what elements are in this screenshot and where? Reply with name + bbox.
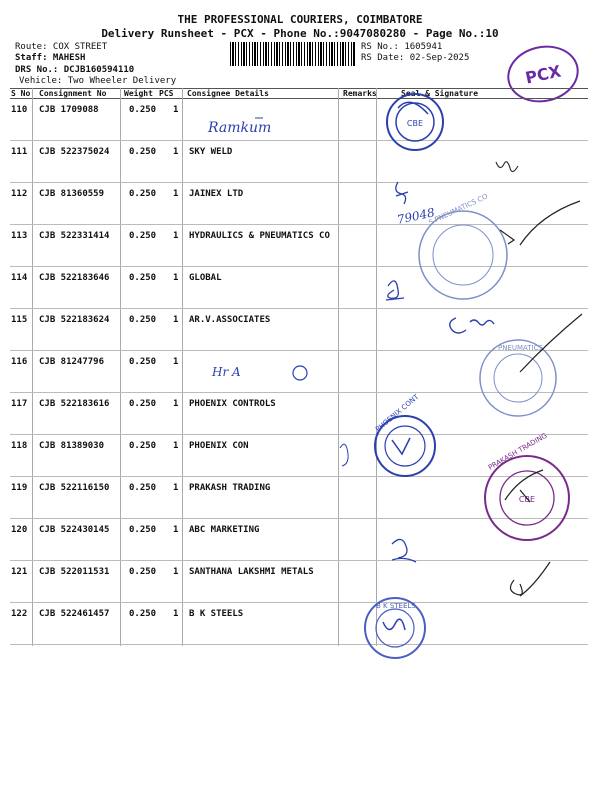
signature-mark (510, 562, 550, 596)
col-header-consignment: Consignment No (39, 89, 107, 98)
row-consignee: HYDRAULICS & PNEUMATICS CO (189, 231, 330, 241)
handwritten-note: Hr A (212, 365, 241, 379)
company-seal (387, 94, 443, 150)
row-pcs: 1 (173, 231, 179, 241)
row-pcs: 1 (173, 567, 179, 577)
svg-text:PHOENIX CONT: PHOENIX CONT (374, 392, 421, 434)
row-sno: 121 (11, 567, 28, 577)
row-sno: 119 (11, 483, 28, 493)
row-sno: 117 (11, 399, 28, 409)
row-consignee: PHOENIX CON (189, 441, 249, 451)
signature-mark (392, 539, 416, 562)
pcx-stamp: PCX (502, 39, 584, 109)
row-pcs: 1 (173, 357, 179, 367)
svg-text:B K STEELS: B K STEELS (376, 602, 416, 610)
route-label: Route: COX STREET (15, 42, 108, 52)
row-weight: 0.250 (129, 483, 157, 493)
row-weight: 0.250 (129, 273, 157, 283)
row-consignment-no: CJB 522331414 (39, 231, 110, 241)
row-consignee: JAINEX LTD (189, 189, 244, 199)
signature-mark (520, 201, 580, 245)
svg-text:PRAKASH TRADING: PRAKASH TRADING (487, 431, 549, 472)
handwritten-name: Ramkum (208, 120, 272, 136)
row-consignee: SANTHANA LAKSHMI METALS (189, 567, 314, 577)
row-sno: 113 (11, 231, 28, 241)
row-weight: 0.250 (129, 357, 157, 367)
row-sno: 118 (11, 441, 28, 451)
row-weight: 0.250 (129, 441, 157, 451)
handwritten-phone: 79048 (395, 205, 436, 227)
row-pcs: 1 (173, 609, 179, 619)
col-header-pcs: PCS (159, 89, 174, 98)
row-consignment-no: CJB 522183624 (39, 315, 110, 325)
row-pcs: 1 (173, 273, 179, 283)
handwritten-mark (293, 366, 307, 380)
rs-number: RS No.: 1605941 (361, 42, 443, 52)
row-consignment-no: CJB 522430145 (39, 525, 110, 535)
staff-label: Staff: MAHESH (15, 53, 86, 63)
row-pcs: 1 (173, 483, 179, 493)
row-consignment-no: CJB 81360559 (39, 189, 105, 199)
row-sno: 114 (11, 273, 28, 283)
row-consignment-no: CJB 1709088 (39, 105, 99, 115)
row-weight: 0.250 (129, 567, 157, 577)
row-weight: 0.250 (129, 189, 157, 199)
row-sno: 120 (11, 525, 28, 535)
row-consignee: B K STEELS (189, 609, 244, 619)
signature-mark (450, 318, 494, 333)
signature-mark (340, 444, 348, 466)
signature-mark (496, 162, 518, 172)
company-title: THE PROFESSIONAL COURIERS, COIMBATORE (177, 13, 423, 26)
row-consignee: AR.V.ASSOCIATES (189, 315, 271, 325)
row-pcs: 1 (173, 399, 179, 409)
row-weight: 0.250 (129, 525, 157, 535)
row-consignment-no: CJB 522011531 (39, 567, 110, 577)
row-consignment-no: CJB 522461457 (39, 609, 110, 619)
row-consignee: GLOBAL (189, 273, 222, 283)
row-weight: 0.250 (129, 315, 157, 325)
svg-text:S PNEUMATICS CO: S PNEUMATICS CO (427, 192, 490, 227)
vehicle-label: Vehicle: Two Wheeler Delivery (19, 76, 177, 86)
row-consignment-no: CJB 81389030 (39, 441, 105, 451)
rs-date: RS Date: 02-Sep-2025 (361, 53, 470, 63)
row-consignee: PHOENIX CONTROLS (189, 399, 276, 409)
svg-text:CBE: CBE (518, 495, 536, 504)
svg-text:PNEUMATICS: PNEUMATICS (498, 344, 543, 352)
col-header-seal-signature: Seal & Signature (401, 89, 479, 98)
col-header-sno: S No (11, 89, 31, 98)
row-consignee: PRAKASH TRADING (189, 483, 271, 493)
row-sno: 110 (11, 105, 28, 115)
bk-steels-seal (365, 598, 425, 658)
svg-text:CBE: CBE (406, 119, 424, 128)
row-pcs: 1 (173, 189, 179, 199)
runsheet-subtitle: Delivery Runsheet - PCX - Phone No.:9047080280 - Page No.:10 (101, 27, 499, 40)
row-sno: 112 (11, 189, 28, 199)
row-sno: 115 (11, 315, 28, 325)
row-weight: 0.250 (129, 231, 157, 241)
phoenix-seal (374, 392, 435, 476)
row-pcs: 1 (173, 105, 179, 115)
row-consignment-no: CJB 81247796 (39, 357, 105, 367)
row-consignment-no: CJB 522375024 (39, 147, 110, 157)
row-weight: 0.250 (129, 609, 157, 619)
signature-mark (396, 182, 408, 204)
row-consignment-no: CJB 522116150 (39, 483, 110, 493)
row-pcs: 1 (173, 315, 179, 325)
drs-number: DRS No.: DCJB160594110 (15, 65, 135, 75)
row-pcs: 1 (173, 147, 179, 157)
col-header-weight: Weight (124, 89, 153, 98)
row-weight: 0.250 (129, 399, 157, 409)
signature-mark (386, 281, 404, 300)
prakash-seal (485, 432, 569, 540)
col-header-consignee: Consignee Details (187, 89, 269, 98)
row-weight: 0.250 (129, 105, 157, 115)
row-sno: 122 (11, 609, 28, 619)
signature-mark (520, 314, 582, 372)
row-consignee: ABC MARKETING (189, 525, 260, 535)
row-consignee: SKY WELD (189, 147, 233, 157)
row-sno: 116 (11, 357, 28, 367)
col-header-remarks: Remarks (343, 89, 377, 98)
row-weight: 0.250 (129, 147, 157, 157)
row-consignment-no: CJB 522183616 (39, 399, 110, 409)
row-consignment-no: CJB 522183646 (39, 273, 110, 283)
row-pcs: 1 (173, 525, 179, 535)
row-sno: 111 (11, 147, 28, 157)
row-pcs: 1 (173, 441, 179, 451)
pneumatics-seal (480, 340, 556, 416)
